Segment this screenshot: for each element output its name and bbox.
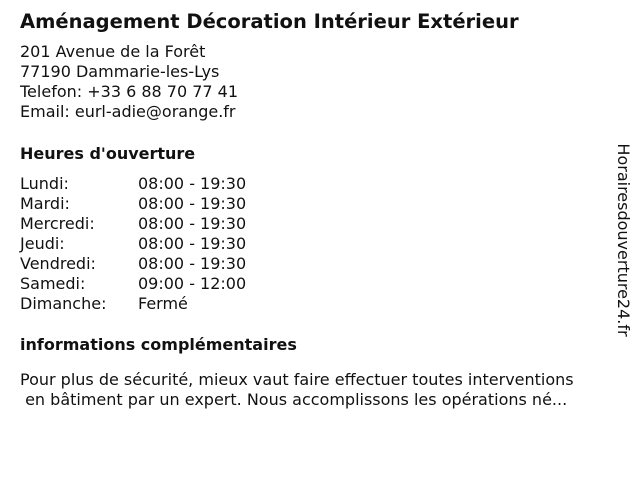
info-description [20, 370, 620, 410]
business-name: Aménagement Décoration Intérieur Extérieur [20, 10, 519, 33]
time-value: 08:00 - 19:30 [138, 194, 247, 213]
address-street: 201 Avenue de la Forêt [20, 42, 206, 61]
day-label: Lundi: [20, 174, 69, 193]
hours-row-tuesday [20, 194, 615, 214]
contact-block [20, 42, 615, 122]
time-value: 08:00 - 19:30 [138, 214, 247, 233]
site-watermark: Horairesdouverture24.fr [614, 143, 633, 337]
hours-title: Heures d'ouverture [20, 144, 196, 163]
time-value: 09:00 - 12:00 [138, 274, 247, 293]
info-line: Pour plus de sécurité, mieux vaut faire effectuer toutes interventions [20, 370, 574, 389]
address-city: 77190 Dammarie-les-Lys [20, 62, 220, 81]
day-label: Mardi: [20, 194, 70, 213]
info-title: informations complémentaires [20, 335, 297, 354]
hours-row-friday [20, 254, 615, 274]
time-value: 08:00 - 19:30 [138, 174, 247, 193]
day-label: Jeudi: [20, 234, 65, 253]
info-line: en bâtiment par un expert. Nous accomplissons les opérations né... [20, 390, 568, 409]
email-line: Email: eurl-adie@orange.fr [20, 102, 236, 121]
day-label: Samedi: [20, 274, 86, 293]
business-card [20, 8, 615, 410]
time-value: Fermé [138, 294, 188, 313]
phone-line: Telefon: +33 6 88 70 77 41 [20, 82, 239, 101]
hours-row-thursday [20, 234, 615, 254]
hours-table [20, 174, 615, 314]
time-value: 08:00 - 19:30 [138, 254, 247, 273]
day-label: Vendredi: [20, 254, 96, 273]
time-value: 08:00 - 19:30 [138, 234, 247, 253]
day-label: Mercredi: [20, 214, 95, 233]
hours-row-monday [20, 174, 615, 194]
hours-row-sunday [20, 294, 615, 314]
day-label: Dimanche: [20, 294, 107, 313]
hours-row-saturday [20, 274, 615, 294]
hours-row-wednesday [20, 214, 615, 234]
